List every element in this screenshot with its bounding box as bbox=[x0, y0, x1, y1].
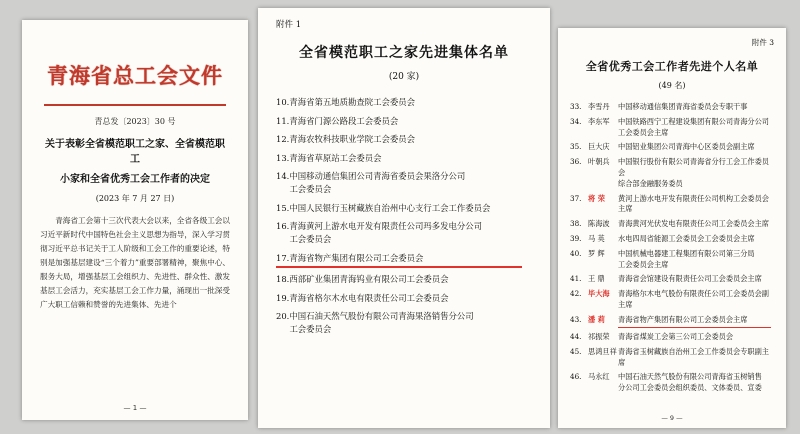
list-item bbox=[276, 220, 532, 246]
row-person-name: 祁振荣 bbox=[588, 331, 610, 341]
row-person-name: 叶朝兵 bbox=[588, 157, 610, 167]
decision-paragraph: 青海省工会第十三次代表大会以来，全省各级工会以习近平新时代中国特色社会主义思想为指导，深入学习贯彻习近平总书记关于工人阶级和工会工作的重要论述，特别是加强基层建设“三个着力”重要部署精神，聚焦中心、服务大局，增强基层工会组织力、先进性、群众性、激发基层工会活力，充实基层工会工作力量，涌现出一批深受广大职工信赖和赞誉的先进集体、先进个 bbox=[40, 216, 231, 310]
row-number: 43. bbox=[570, 314, 582, 324]
table-row bbox=[570, 194, 774, 216]
table-row bbox=[570, 157, 774, 189]
row-person-name: 毕大海 bbox=[588, 289, 610, 299]
decision-title-line1: 关于表彰全省模范职工之家、全省模范职工 bbox=[45, 138, 225, 165]
document-left-decision bbox=[22, 20, 248, 420]
row-number: 46. bbox=[570, 372, 582, 382]
row-person-name: 潘 莉 bbox=[588, 314, 605, 324]
row-person-name: 王 鼎 bbox=[588, 274, 605, 284]
red-divider-rule bbox=[44, 104, 226, 106]
row-number: 41. bbox=[570, 274, 582, 284]
table-row bbox=[570, 117, 774, 139]
list-item-text-cont: 工会委员会 bbox=[289, 234, 332, 245]
page-number-right: — 9 — bbox=[661, 414, 683, 422]
row-organization: 中国移动通信集团青海省委员会专职干事 bbox=[618, 102, 748, 111]
attachment-1-subtitle: (20 家) bbox=[388, 72, 420, 82]
table-row bbox=[570, 274, 774, 285]
row-number: 44. bbox=[570, 331, 582, 341]
row-organization-cont: 分公司工会委员会组织委员、文体委员、宣委 bbox=[618, 383, 762, 393]
row-organization: 水电四局省能源工会委员会工会委员会主席 bbox=[618, 233, 755, 243]
row-number: 35. bbox=[570, 142, 582, 152]
row-organization: 青海省煤炭工会第三公司工会委员会 bbox=[618, 331, 734, 341]
document-number: 青总发〔2023〕30 号 bbox=[94, 116, 176, 126]
list-item-text: 15.中国人民银行玉树藏族自治州中心支行工会工作委员会 bbox=[276, 202, 491, 213]
model-home-list bbox=[276, 96, 532, 336]
list-item bbox=[276, 115, 532, 128]
row-number: 39. bbox=[570, 233, 582, 243]
list-item bbox=[276, 292, 532, 305]
list-item bbox=[276, 310, 532, 336]
row-number: 38. bbox=[570, 219, 582, 229]
list-item bbox=[276, 170, 532, 196]
list-item bbox=[276, 202, 532, 215]
row-organization: 青海省玉树藏族自治州工会工作委员会专职副主席 bbox=[618, 346, 769, 367]
outstanding-worker-list bbox=[570, 102, 774, 394]
list-item-text: 11.青海省门源公路段工会委员会 bbox=[276, 115, 399, 126]
list-item-text: 17.青海省物产集团有限公司工会委员会 bbox=[276, 252, 424, 263]
red-underline bbox=[618, 327, 771, 328]
page-number-left: — 1 — bbox=[123, 404, 147, 412]
row-organization: 中国铝业集团公司青海中心区委员会副主席 bbox=[618, 142, 755, 152]
row-organization-cont: 综合部金融服务委员 bbox=[618, 178, 683, 188]
list-item-text: 19.青海省格尔木水电有限责任公司工会委员会 bbox=[276, 292, 449, 303]
table-row bbox=[570, 142, 774, 153]
list-item-text: 20.中国石油天然气股份有限公司青海果洛销售分公司 bbox=[276, 311, 474, 322]
list-item bbox=[276, 152, 532, 165]
row-organization: 中国石油天然气股份有限公司青海省玉树销售 分公司工会委员会组织委员、文体委员、宣委 bbox=[618, 372, 774, 394]
document-middle-attachment-1 bbox=[258, 8, 550, 428]
document-right-attachment-3 bbox=[558, 28, 786, 428]
list-item-text: 16.青海黄河上游水电开发有限责任公司玛多发电分公司 bbox=[276, 221, 482, 232]
attachment-label-mid: 附件 1 bbox=[276, 20, 302, 30]
table-row bbox=[570, 102, 774, 113]
table-row bbox=[570, 234, 774, 245]
list-item bbox=[276, 273, 532, 286]
list-item-text-cont: 工会委员会 bbox=[289, 184, 332, 195]
row-organization-cont: 工会委员会主席 bbox=[618, 127, 669, 137]
row-person-name: 李东军 bbox=[588, 116, 610, 126]
row-number: 37. bbox=[570, 193, 582, 203]
table-row bbox=[570, 315, 774, 328]
list-item-text: 12.青海农牧科技职业学院工会委员会 bbox=[276, 134, 415, 145]
row-organization: 中国机械电器建工程集团有限公司第三分局 工会委员会主席 bbox=[618, 249, 774, 271]
row-number: 45. bbox=[570, 346, 582, 356]
table-row bbox=[570, 347, 774, 369]
row-organization-cont: 工会委员会主席 bbox=[618, 259, 669, 269]
list-item-text-cont: 工会委员会 bbox=[289, 324, 332, 335]
attachment-label-right: 附件 3 bbox=[751, 38, 774, 47]
list-item bbox=[276, 96, 532, 109]
table-row bbox=[570, 289, 774, 311]
masthead-title: 青海省总工会文件 bbox=[47, 63, 223, 88]
row-organization: 黄河上游水电开发有限责任公司机构工会委员会主席 bbox=[618, 193, 769, 214]
row-number: 40. bbox=[570, 248, 582, 258]
attachment-3-title: 全省优秀工会工作者先进个人名单 bbox=[585, 60, 759, 73]
row-person-name: 巨大庆 bbox=[588, 142, 610, 152]
table-row bbox=[570, 249, 774, 271]
row-person-name: 马永红 bbox=[588, 372, 610, 382]
row-person-name: 思鸿旦祥 bbox=[588, 346, 617, 356]
decision-title-line2: 小家和全省优秀工会工作者的决定 bbox=[60, 173, 210, 185]
row-organization: 青海省物产集团有限公司工会委员会主席 bbox=[618, 315, 774, 328]
row-number: 33. bbox=[570, 102, 582, 111]
row-organization: 中国银行股份有限公司青海省分行工会工作委员会 综合部金融服务委员 bbox=[618, 157, 774, 189]
row-organization: 青海黄河光伏发电有限责任公司工会委员会主席 bbox=[618, 219, 769, 229]
row-organization: 青海格尔木电气股份有限责任公司工会委员会副主席 bbox=[618, 289, 769, 309]
row-number: 34. bbox=[570, 116, 582, 126]
list-item bbox=[276, 252, 532, 268]
decision-body bbox=[40, 214, 230, 312]
red-underline bbox=[276, 266, 522, 268]
row-organization: 中国铁路西宁工程建设集团有限公司青海分公司 工会委员会主席 bbox=[618, 117, 774, 139]
table-row bbox=[570, 219, 774, 230]
row-person-name: 将 荣 bbox=[588, 193, 605, 203]
row-person-name: 马 英 bbox=[588, 233, 605, 243]
decision-date: (2023 年 7 月 27 日) bbox=[95, 194, 175, 203]
list-item-text: 13.青海省草原站工会委员会 bbox=[276, 152, 382, 163]
list-item-text: 10.青海省第五地质勘查院工会委员会 bbox=[276, 97, 415, 107]
row-number: 42. bbox=[570, 289, 582, 299]
table-row bbox=[570, 372, 774, 394]
list-item bbox=[276, 133, 532, 146]
list-item-text: 14.中国移动通信集团公司青海省委员会果洛分公司 bbox=[276, 171, 466, 182]
table-row bbox=[570, 332, 774, 343]
row-person-name: 陈海波 bbox=[588, 219, 610, 229]
row-organization: 青海省会馆建设有限责任公司工会委员会主席 bbox=[618, 274, 762, 284]
list-item-text: 18.西部矿业集团青海钨业有限公司工会委员会 bbox=[276, 274, 449, 285]
row-person-name: 罗 辉 bbox=[588, 248, 605, 258]
attachment-3-subtitle: (49 名) bbox=[658, 81, 686, 90]
row-person-name: 李雪丹 bbox=[588, 102, 610, 111]
row-number: 36. bbox=[570, 157, 582, 167]
attachment-1-title: 全省模范职工之家先进集体名单 bbox=[299, 45, 509, 61]
